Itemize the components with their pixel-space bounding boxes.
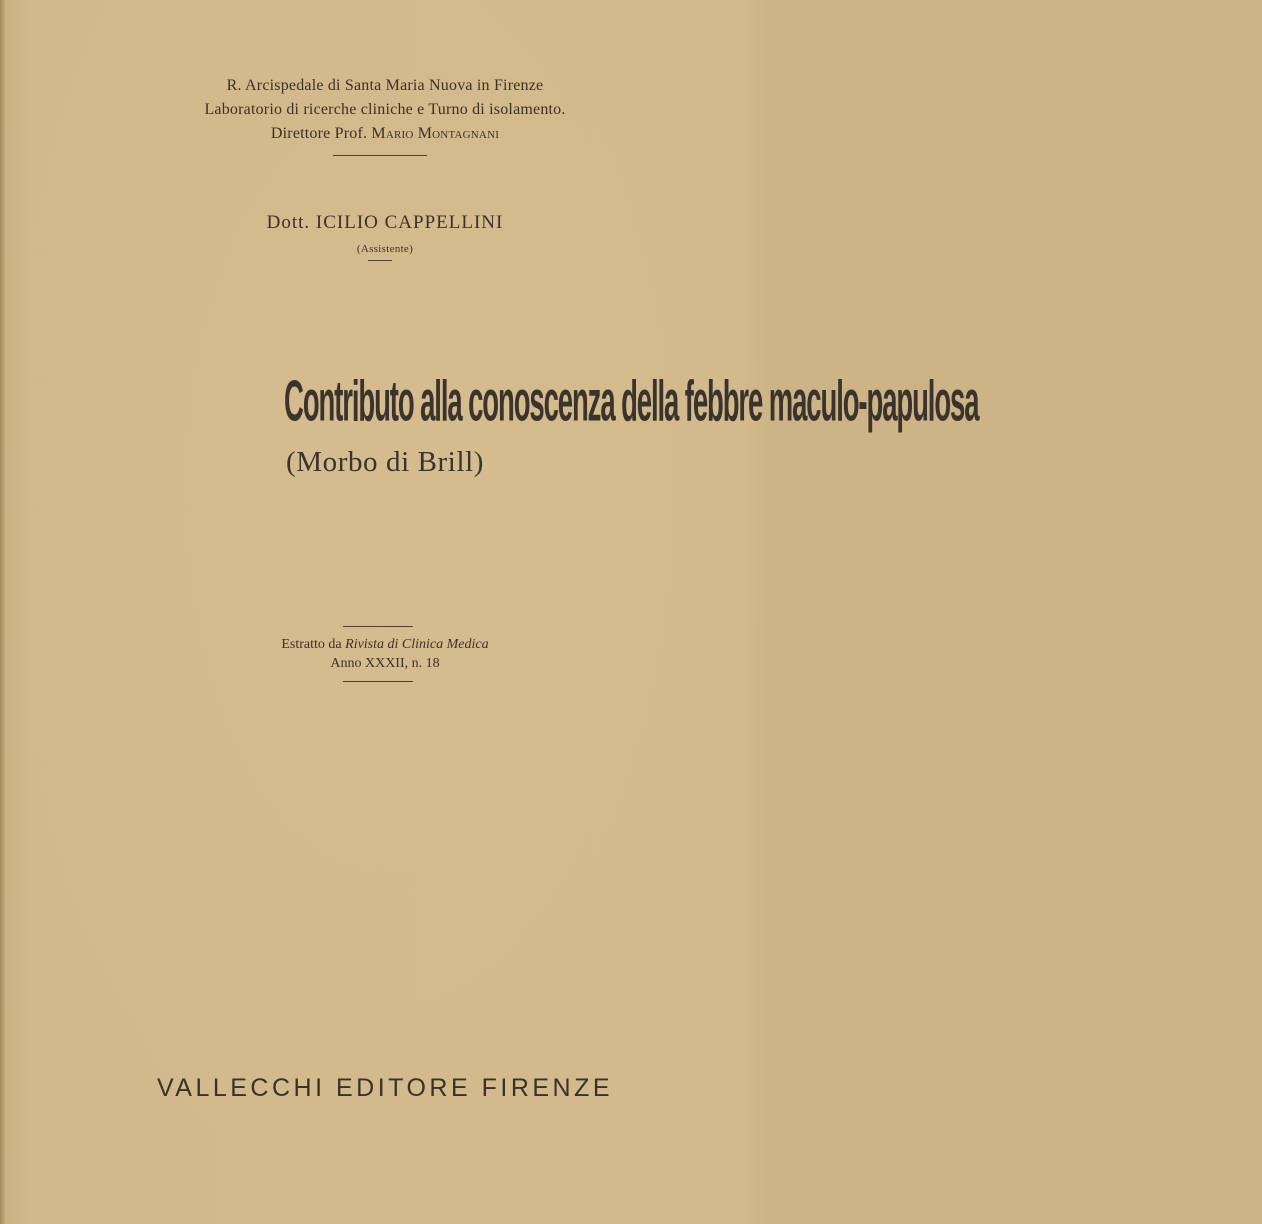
extract-divider-top <box>343 626 413 627</box>
header-divider <box>333 155 427 156</box>
director-name: Mario Montagnani <box>371 125 500 142</box>
extract-line <box>0 637 770 653</box>
publisher-imprint: VALLECCHI EDITORE FIRENZE <box>156 1074 614 1102</box>
extract-volume: Anno XXXII, n. 18 <box>330 656 440 671</box>
institution-line-2: Laboratorio di ricerche cliniche e Turno di isolamento. <box>204 101 566 118</box>
author-divider <box>368 260 392 261</box>
journal-name: Rivista di Clinica Medica <box>345 637 489 652</box>
institution-line-1: R. Arcispedale di Santa Maria Nuova in Firenze <box>226 77 544 94</box>
subtitle: (Morbo di Brill) <box>285 446 485 478</box>
extract-divider-bottom <box>343 681 413 682</box>
main-title-text: Contributo alla conoscenza della febbre maculo-papulosa <box>284 368 979 434</box>
author-role: (Assistente) <box>356 243 414 255</box>
extract-prefix: Estratto da <box>281 637 342 652</box>
director-prefix: Direttore Prof. <box>270 125 368 142</box>
author-name: Dott. ICILIO CAPPELLINI <box>266 212 504 233</box>
page-spine-edge <box>0 0 5 1224</box>
director-line <box>0 125 770 143</box>
main-title <box>0 368 979 434</box>
